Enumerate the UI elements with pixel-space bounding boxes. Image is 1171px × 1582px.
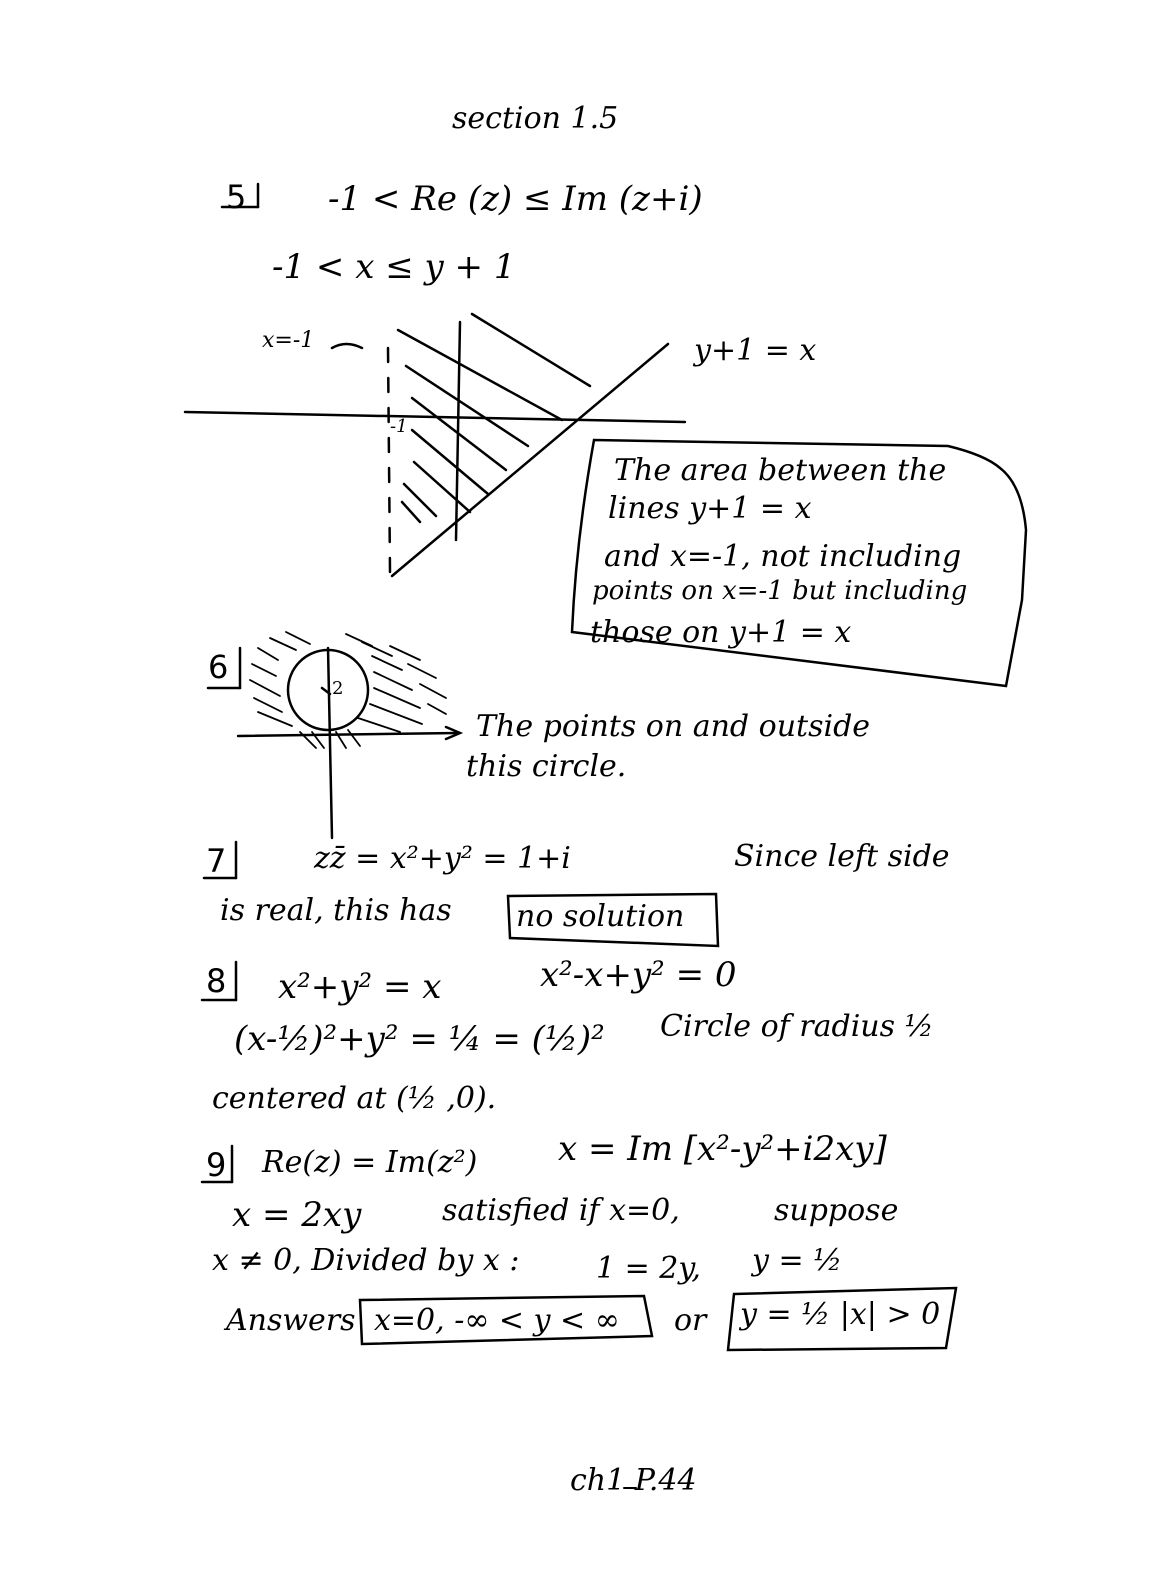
circle-center-label: 2: [332, 678, 344, 699]
problem-9-line-3c: y = ½: [752, 1243, 843, 1278]
y-axis: [328, 648, 332, 838]
circle-graph: [238, 648, 460, 838]
problem-8-eq-2: x²-x+y² = 0: [540, 955, 737, 995]
dashed-line-x-eq-neg1: [388, 348, 390, 572]
problem-9-eq-1: Re(z) = Im(z²): [262, 1145, 478, 1180]
description-line-2: lines y+1 = x: [608, 491, 812, 526]
circle-shading: [250, 632, 446, 748]
problem-7-number: 7: [206, 842, 227, 880]
label-line-equation: y+1 = x: [694, 333, 817, 368]
problem-8-number: 8: [206, 962, 227, 1000]
problem-5-number: 5: [226, 178, 247, 216]
problem-8-eq-3: (x-½)²+y² = ¼ = (½)²: [234, 1019, 605, 1059]
region-graph: [185, 314, 685, 576]
problem-9-line-3a: x ≠ 0, Divided by x :: [212, 1243, 520, 1278]
answer-1: x=0, -∞ < y < ∞: [374, 1303, 620, 1338]
problem-8-note: Circle of radius ½: [660, 1009, 934, 1044]
problem-7-note: Since left side: [734, 839, 950, 874]
problem-7-boxed-answer: no solution: [516, 899, 685, 934]
problem-7-line-2: is real, this has: [220, 893, 452, 928]
label-x-eq-neg1: x=-1: [262, 328, 315, 353]
problem-5-inequality-z: -1 < Re (z) ≤ Im (z+i): [328, 179, 703, 219]
problem-8-line-3: centered at (½ ,0).: [212, 1081, 497, 1116]
description-line-1: The area between the: [614, 453, 947, 488]
answer-2: y = ½ |x| > 0: [740, 1297, 941, 1332]
description-line-5: those on y+1 = x: [590, 615, 852, 650]
problem-9-note-2: suppose: [774, 1193, 899, 1228]
problem-7-equation: zz̄ = x²+y² = 1+i: [314, 841, 571, 876]
problem-9-line-3b: 1 = 2y,: [596, 1251, 701, 1286]
problem-9-eq-2: x = Im [x²-y²+i2xy]: [558, 1129, 887, 1169]
arrow-from-label: [332, 344, 362, 348]
problem-9-number: 9: [206, 1146, 227, 1184]
page-title: section 1.5: [452, 101, 619, 136]
problem-6-caption-line-2: this circle.: [466, 749, 627, 784]
or-word: or: [674, 1303, 707, 1338]
description-line-4: points on x=-1 but including: [592, 576, 968, 606]
x-axis: [238, 733, 458, 736]
problem-9-note-1: satisfied if x=0,: [442, 1193, 680, 1228]
problem-5-inequality-xy: -1 < x ≤ y + 1: [272, 247, 516, 287]
page-number-label: ch1 P.44: [570, 1463, 697, 1498]
description-line-3: and x=-1, not including: [604, 539, 962, 574]
problem-6-number: 6: [208, 648, 229, 686]
problem-8-eq-1: x²+y² = x: [278, 967, 442, 1007]
problem-9-eq-3: x = 2xy: [232, 1195, 362, 1235]
problem-6-caption-line-1: The points on and outside: [476, 709, 871, 744]
answers-label: Answers: [226, 1303, 356, 1338]
axis-tick-neg1: -1: [390, 416, 408, 437]
